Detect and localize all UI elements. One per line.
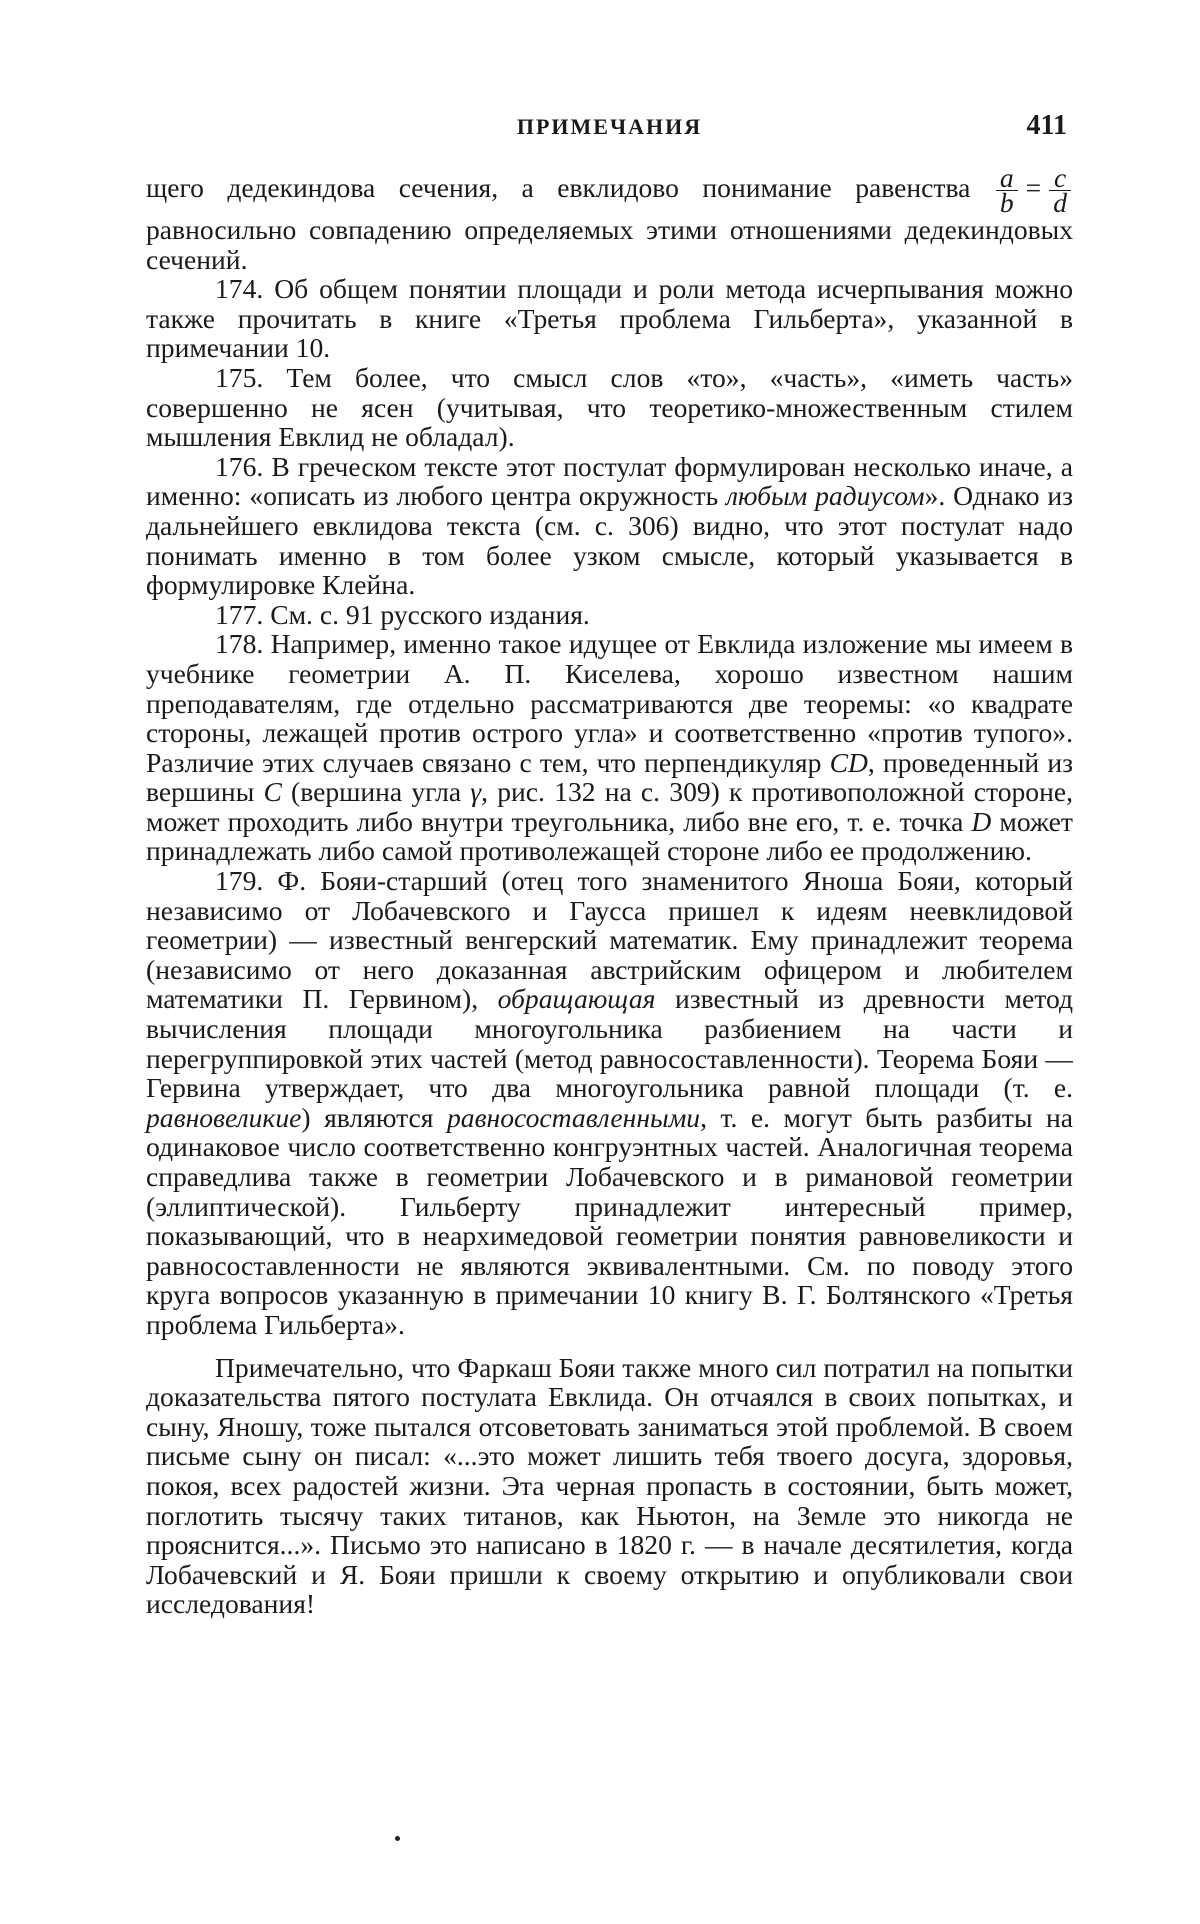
note-176-text-a: 176. В греческом тексте этот постулат формулирован несколько иначе, а именно: «описать из любого центра окружность (146, 451, 1073, 512)
note-178-text-b: , проведенный из вершины (146, 747, 1073, 808)
running-title: ПРИМЕЧАНИЯ (146, 114, 1073, 140)
equals-sign: = (1026, 172, 1042, 203)
note-179-italic-3: равносоставленными (447, 1102, 700, 1133)
note-178-text-a: 178. Например, именно такое идущее от Евклида изложение мы имеем в учебнике геометрии А. П. Киселева, хорошо известном нашим преподавателям, где отдельно рассматриваются две теоремы: «о квадрате стороны, лежащей против острого угла» и соответственно «против тупого». Различие этих случаев связано с тем, что перпендикуляр (146, 628, 1073, 777)
note-178-cd: CD (830, 747, 868, 778)
book-page (0, 0, 1200, 1924)
fraction-numerator: a (996, 166, 1018, 191)
note-179-paragraph-2: Примечательно, что Фаркаш Бояи также много сил потратил на попытки доказательства пятого постулата Евклида. Он отчаялся в своих попытках, и сыну, Яношу, тоже пытался отсоветовать заниматься этой проблемой. В своем письме сыну он писал: «...это может лишить тебя твоего досуга, здоровья, покоя, всех радостей жизни. Эта черная пропасть в состоянии, быть может, поглотить тысячу таких титанов, как Ньютон, на Земле это никогда не прояснится...». Письмо это написано в 1820 г. — в начале десятилетия, когда Лобачевский и Я. Бояи пришли к своему открытию и опубликовали свои исследования! (146, 1353, 1073, 1619)
note-174: 174. Об общем понятии площади и роли метода исчерпывания можно также прочитать в книге «Третья проблема Гильберта», указанной в примечании 10. (146, 274, 1073, 363)
note-176-italic: любым радиусом (726, 480, 925, 511)
continuation-paragraph (146, 166, 1073, 274)
note-179 (146, 866, 1073, 1340)
fraction-numerator: c (1049, 166, 1071, 191)
fraction-denominator: d (1049, 191, 1071, 215)
note-178-text-e: может принадлежать либо самой противолежащей стороне либо ее продолжению. (146, 806, 1073, 867)
continuation-text-b: равносильно совпадению определяемых этими отношениями дедекиндовых сечений. (146, 214, 1073, 275)
note-178-text-d: , рис. 132 на с. 309) к противоположной стороне, может проходить либо внутри треугольника, либо вне его, т. е. точка (146, 776, 1073, 837)
note-176 (146, 452, 1073, 600)
note-179-text-c: ) являются (301, 1102, 447, 1133)
note-175: 175. Тем более, что смысл слов «то», «часть», «иметь часть» совершенно не ясен (учитывая, что теоретико-множественным стилем мышления Евклид не обладал). (146, 363, 1073, 452)
note-179-italic-1: обращающая (498, 983, 656, 1014)
note-179-text-a: 179. Ф. Бояи-старший (отец того знаменитого Яноша Бояи, который независимо от Лобачевского и Гаусса пришел к идеям неевклидовой геометрии) — известный венгерский математик. Ему принадлежит теорема (независимо от него доказанная австрийским офицером и любителем математики П. Гервином), (146, 865, 1073, 1014)
page-header (146, 110, 1073, 150)
fraction-a-b (996, 166, 1018, 215)
note-178-c: C (263, 776, 281, 807)
note-178 (146, 629, 1073, 866)
continuation-text-a: щего дедекиндова сечения, а евклидово понимание равенства (146, 172, 994, 203)
notes-body (146, 166, 1073, 1619)
note-178-dpoint: D (971, 806, 991, 837)
note-179-italic-2: равновеликие (146, 1102, 301, 1133)
note-179-text-b: известный из древности метод вычисления площади многоугольника разбиением на части и перегруппировкой этих частей (метод равносоставленности). Теорема Бояи — Гервина утверждает, что два многоугольника равной площади (т. е. (146, 983, 1073, 1103)
note-176-text-b: ». Однако из дальнейшего евклидова текста (см. с. 306) видно, что этот постулат надо понимать именно в том более узком смысле, который указывается в формулировке Клейна. (146, 480, 1073, 600)
fraction-c-d (1049, 166, 1071, 215)
fraction-denominator: b (996, 191, 1018, 215)
note-179-text-d: , т. е. могут быть разбиты на одинаковое число соответственно конгруэнтных частей. Аналогичная теорема справедлива также в геометрии Лобачевского и в римановой геометрии (эллиптической). Гильберту принадлежит интересный пример, показывающий, что в неархимедовой геометрии понятия равновеликости и равносоставленности не являются эквивалентными. См. по поводу этого круга вопросов указанную в примечании 10 книгу В. Г. Болтянского «Третья проблема Гильберта». (146, 1102, 1073, 1340)
print-speck (395, 1836, 400, 1841)
ratio-equation (994, 172, 1073, 203)
note-178-text-c: (вершина угла (282, 776, 470, 807)
page-number: 411 (1027, 110, 1067, 142)
note-178-gamma: γ (470, 776, 481, 807)
note-177: 177. См. с. 91 русского издания. (146, 600, 1073, 630)
